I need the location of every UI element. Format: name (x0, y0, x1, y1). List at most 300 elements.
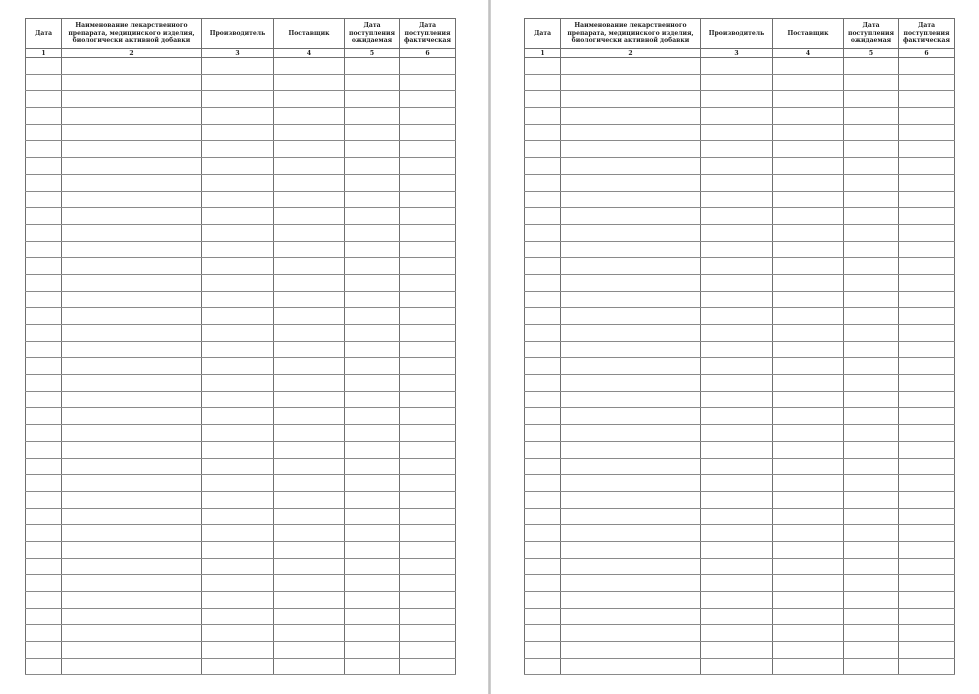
table-cell (773, 508, 844, 525)
table-cell (844, 541, 899, 558)
table-cell (345, 608, 400, 625)
table-cell (26, 358, 62, 375)
table-cell (525, 642, 561, 659)
table-cell (561, 508, 701, 525)
table-cell (561, 491, 701, 508)
table-cell (561, 575, 701, 592)
table-cell (202, 425, 274, 442)
table-cell (62, 575, 202, 592)
table-row (525, 308, 955, 325)
table-cell (701, 375, 773, 392)
table-cell (525, 158, 561, 175)
table-cell (345, 658, 400, 675)
table-cell (26, 525, 62, 542)
table-cell (525, 475, 561, 492)
table-row (525, 241, 955, 258)
table-cell (899, 91, 955, 108)
table-cell (274, 408, 345, 425)
table-cell (773, 658, 844, 675)
table-cell (62, 124, 202, 141)
table-cell (345, 124, 400, 141)
table-cell (62, 58, 202, 75)
table-cell (899, 358, 955, 375)
table-cell (525, 124, 561, 141)
table-cell (345, 375, 400, 392)
table-cell (62, 525, 202, 542)
table-cell (202, 541, 274, 558)
column-header-date: Дата (26, 19, 62, 49)
column-number: 4 (773, 49, 844, 58)
table-cell (701, 224, 773, 241)
table-cell (701, 241, 773, 258)
table-cell (561, 208, 701, 225)
table-row (26, 91, 456, 108)
table-cell (773, 592, 844, 609)
table-cell (274, 475, 345, 492)
table-row (26, 525, 456, 542)
table-cell (62, 508, 202, 525)
table-cell (345, 208, 400, 225)
table-cell (274, 191, 345, 208)
table-cell (345, 108, 400, 125)
table-cell (345, 525, 400, 542)
table-cell (899, 491, 955, 508)
table-cell (525, 208, 561, 225)
table-cell (274, 124, 345, 141)
table-cell (202, 491, 274, 508)
column-header-manufacturer: Производитель (701, 19, 773, 49)
table-cell (202, 642, 274, 659)
table-cell (274, 174, 345, 191)
table-cell (345, 458, 400, 475)
table-cell (62, 375, 202, 392)
table-cell (773, 124, 844, 141)
table-cell (561, 658, 701, 675)
table-cell (561, 274, 701, 291)
table-cell (773, 341, 844, 358)
table-cell (202, 208, 274, 225)
column-header-date: Дата (525, 19, 561, 49)
table-cell (202, 291, 274, 308)
table-cell (899, 325, 955, 342)
table-cell (844, 525, 899, 542)
table-cell (345, 224, 400, 241)
table-cell (701, 625, 773, 642)
table-cell (345, 274, 400, 291)
table-cell (701, 541, 773, 558)
table-cell (701, 158, 773, 175)
table-cell (773, 141, 844, 158)
table-cell (701, 58, 773, 75)
table-cell (561, 291, 701, 308)
table-row (26, 141, 456, 158)
table-cell (561, 475, 701, 492)
table-row (26, 642, 456, 659)
table-cell (274, 391, 345, 408)
table-cell (202, 58, 274, 75)
table-row (525, 541, 955, 558)
table-cell (274, 441, 345, 458)
table-cell (525, 592, 561, 609)
table-cell (844, 658, 899, 675)
header-row (525, 19, 955, 49)
table-cell (400, 258, 456, 275)
table-cell (525, 174, 561, 191)
table-cell (561, 592, 701, 609)
table-cell (26, 208, 62, 225)
table-cell (62, 208, 202, 225)
table-cell (701, 191, 773, 208)
table-cell (26, 174, 62, 191)
table-cell (400, 241, 456, 258)
table-cell (202, 375, 274, 392)
table-cell (62, 642, 202, 659)
table-cell (400, 425, 456, 442)
table-cell (400, 558, 456, 575)
table-cell (701, 208, 773, 225)
table-cell (26, 575, 62, 592)
table-row (26, 108, 456, 125)
table-cell (345, 91, 400, 108)
table-row (26, 441, 456, 458)
table-row (26, 241, 456, 258)
table-cell (274, 291, 345, 308)
table-row (26, 308, 456, 325)
table-cell (400, 274, 456, 291)
table-cell (202, 108, 274, 125)
table-cell (274, 141, 345, 158)
table-cell (773, 642, 844, 659)
table-cell (345, 558, 400, 575)
table-row (525, 375, 955, 392)
table-cell (899, 241, 955, 258)
table-cell (26, 458, 62, 475)
table-row (525, 575, 955, 592)
table-cell (400, 91, 456, 108)
table-cell (62, 91, 202, 108)
table-cell (345, 191, 400, 208)
table-cell (202, 91, 274, 108)
table-cell (345, 258, 400, 275)
table-cell (899, 541, 955, 558)
table-cell (202, 74, 274, 91)
table-cell (26, 408, 62, 425)
table-cell (525, 58, 561, 75)
table-row (26, 408, 456, 425)
table-cell (525, 108, 561, 125)
table-row (26, 491, 456, 508)
table-cell (62, 408, 202, 425)
table-cell (400, 491, 456, 508)
table-cell (345, 358, 400, 375)
table-row (26, 458, 456, 475)
table-cell (701, 358, 773, 375)
table-cell (62, 341, 202, 358)
table-cell (400, 191, 456, 208)
table-cell (202, 141, 274, 158)
table-row (525, 224, 955, 241)
table-cell (773, 408, 844, 425)
table-cell (62, 475, 202, 492)
table-cell (701, 608, 773, 625)
table-cell (525, 425, 561, 442)
table-cell (701, 91, 773, 108)
table-cell (899, 191, 955, 208)
table-cell (400, 58, 456, 75)
table-cell (844, 491, 899, 508)
table-row (26, 74, 456, 91)
table-cell (400, 575, 456, 592)
table-cell (899, 608, 955, 625)
table-cell (701, 408, 773, 425)
table-cell (202, 241, 274, 258)
table-cell (525, 74, 561, 91)
table-cell (274, 642, 345, 659)
table-cell (62, 491, 202, 508)
table-cell (26, 258, 62, 275)
table-cell (525, 408, 561, 425)
table-cell (561, 91, 701, 108)
table-cell (844, 558, 899, 575)
table-cell (525, 441, 561, 458)
table-cell (561, 375, 701, 392)
table-row (525, 341, 955, 358)
table-row (26, 391, 456, 408)
table-cell (400, 291, 456, 308)
table-cell (274, 325, 345, 342)
table-cell (773, 58, 844, 75)
table-cell (202, 358, 274, 375)
column-header-actual-date: Дата поступления фактическая (899, 19, 955, 49)
table-cell (345, 291, 400, 308)
left-journal-table (25, 18, 456, 675)
table-row (525, 642, 955, 659)
table-cell (400, 141, 456, 158)
table-cell (274, 74, 345, 91)
table-cell (274, 91, 345, 108)
table-row (525, 325, 955, 342)
table-cell (773, 425, 844, 442)
table-cell (26, 291, 62, 308)
table-cell (62, 541, 202, 558)
table-row (26, 341, 456, 358)
table-cell (844, 575, 899, 592)
table-cell (561, 241, 701, 258)
table-cell (26, 391, 62, 408)
table-cell (773, 158, 844, 175)
table-cell (62, 241, 202, 258)
table-cell (701, 341, 773, 358)
table-cell (274, 608, 345, 625)
table-cell (773, 491, 844, 508)
table-row (26, 475, 456, 492)
table-cell (202, 408, 274, 425)
table-cell (773, 608, 844, 625)
table-cell (773, 575, 844, 592)
table-row (525, 91, 955, 108)
table-cell (525, 508, 561, 525)
table-cell (202, 391, 274, 408)
table-cell (844, 341, 899, 358)
table-cell (844, 508, 899, 525)
table-cell (701, 658, 773, 675)
table-cell (561, 425, 701, 442)
table-cell (844, 325, 899, 342)
table-cell (525, 191, 561, 208)
table-row (26, 575, 456, 592)
table-cell (274, 625, 345, 642)
table-cell (345, 158, 400, 175)
right-page (491, 0, 979, 694)
table-cell (202, 592, 274, 609)
table-cell (561, 341, 701, 358)
table-cell (844, 124, 899, 141)
table-cell (345, 425, 400, 442)
table-cell (844, 241, 899, 258)
table-cell (844, 91, 899, 108)
table-cell (400, 608, 456, 625)
table-row (525, 291, 955, 308)
table-cell (400, 508, 456, 525)
table-cell (773, 558, 844, 575)
table-cell (773, 224, 844, 241)
table-cell (62, 291, 202, 308)
table-cell (274, 341, 345, 358)
table-cell (525, 358, 561, 375)
table-cell (899, 425, 955, 442)
table-cell (773, 174, 844, 191)
table-cell (899, 558, 955, 575)
table-cell (62, 425, 202, 442)
table-cell (274, 558, 345, 575)
table-cell (773, 258, 844, 275)
table-cell (844, 308, 899, 325)
table-cell (899, 291, 955, 308)
table-cell (274, 508, 345, 525)
table-cell (274, 375, 345, 392)
table-cell (274, 541, 345, 558)
table-cell (525, 491, 561, 508)
table-cell (844, 592, 899, 609)
left-table-body (26, 58, 456, 675)
table-cell (26, 91, 62, 108)
table-cell (202, 124, 274, 141)
table-cell (844, 391, 899, 408)
table-cell (525, 308, 561, 325)
table-cell (773, 441, 844, 458)
table-cell (345, 575, 400, 592)
table-cell (701, 525, 773, 542)
table-cell (561, 325, 701, 342)
table-cell (701, 108, 773, 125)
left-page (0, 0, 488, 694)
table-cell (773, 358, 844, 375)
table-row (525, 191, 955, 208)
table-cell (844, 174, 899, 191)
table-row (525, 391, 955, 408)
table-cell (561, 525, 701, 542)
table-cell (701, 141, 773, 158)
table-cell (701, 274, 773, 291)
table-cell (274, 425, 345, 442)
table-cell (26, 325, 62, 342)
table-cell (274, 108, 345, 125)
table-cell (773, 208, 844, 225)
table-row (26, 625, 456, 642)
table-cell (345, 308, 400, 325)
table-cell (26, 141, 62, 158)
table-cell (561, 308, 701, 325)
column-number-row (525, 49, 955, 58)
table-cell (202, 441, 274, 458)
table-cell (274, 158, 345, 175)
table-cell (899, 391, 955, 408)
table-cell (345, 141, 400, 158)
table-cell (202, 174, 274, 191)
table-cell (561, 258, 701, 275)
table-cell (62, 658, 202, 675)
table-cell (202, 308, 274, 325)
table-cell (561, 558, 701, 575)
column-number: 5 (345, 49, 400, 58)
table-cell (773, 525, 844, 542)
table-cell (400, 441, 456, 458)
table-cell (62, 608, 202, 625)
table-cell (400, 158, 456, 175)
table-cell (400, 391, 456, 408)
table-cell (274, 658, 345, 675)
table-cell (525, 525, 561, 542)
table-cell (899, 124, 955, 141)
table-cell (701, 441, 773, 458)
table-cell (400, 224, 456, 241)
table-cell (62, 158, 202, 175)
table-cell (701, 391, 773, 408)
table-cell (62, 625, 202, 642)
table-cell (701, 325, 773, 342)
column-number: 6 (400, 49, 456, 58)
table-row (525, 124, 955, 141)
table-cell (701, 575, 773, 592)
table-cell (844, 108, 899, 125)
table-cell (62, 441, 202, 458)
table-cell (274, 575, 345, 592)
table-cell (773, 541, 844, 558)
table-cell (561, 74, 701, 91)
table-cell (701, 475, 773, 492)
table-cell (701, 291, 773, 308)
table-cell (899, 458, 955, 475)
table-row (525, 208, 955, 225)
column-header-expected-date: Дата поступления ожидаемая (844, 19, 899, 49)
column-number: 6 (899, 49, 955, 58)
table-cell (899, 658, 955, 675)
table-row (26, 174, 456, 191)
table-cell (773, 74, 844, 91)
table-row (26, 124, 456, 141)
table-row (26, 608, 456, 625)
table-cell (844, 58, 899, 75)
right-journal-table (524, 18, 955, 675)
table-cell (899, 141, 955, 158)
table-cell (26, 158, 62, 175)
table-cell (844, 208, 899, 225)
table-cell (345, 341, 400, 358)
table-row (525, 508, 955, 525)
table-cell (62, 592, 202, 609)
table-cell (525, 391, 561, 408)
table-cell (899, 441, 955, 458)
